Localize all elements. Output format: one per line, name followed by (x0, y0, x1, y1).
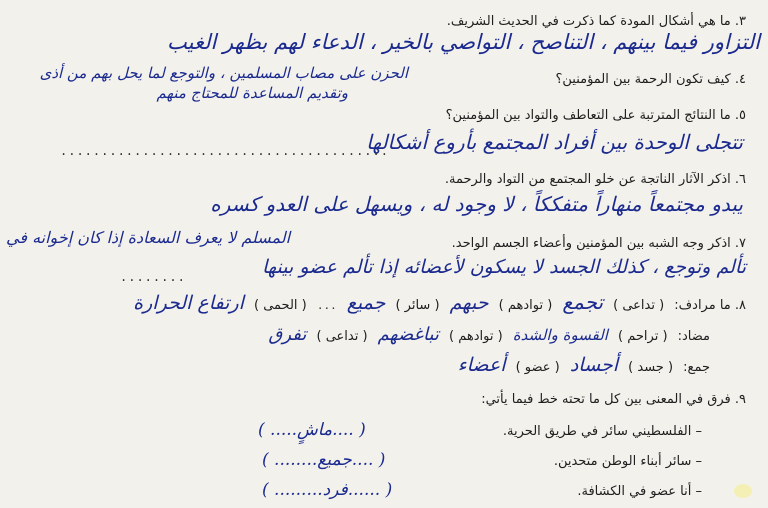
q9-question: ٩. فرق في المعنى بين كل ما تحته خط فيما يأتي: (481, 392, 746, 407)
q8-syn-b-word: ( توادهم ) (498, 298, 553, 313)
q3-answer: التزاور فيما بينهم ، التناصح ، التواصي بالخير ، الدعاء لهم بظهر الغيب (167, 30, 760, 54)
q8-pl-a-answer: أجساد (569, 354, 619, 376)
q8-ant-b-word: ( توادهم ) (449, 329, 503, 344)
q8-ant-c-word: ( تداعى ) (316, 329, 368, 344)
q7-question: ٧. اذكر وجه الشبه بين المؤمنين وأعضاء الجسم الواحد. (451, 236, 746, 251)
q9-item-1-sentence: – الفلسطيني سائر في طريق الحرية. (502, 424, 702, 439)
q9-item-2-sentence: – سائر أبناء الوطن متحدين. (553, 454, 702, 469)
q9-item-1-answer: ( ....ماشٍ..... ) (258, 420, 366, 440)
q8-antonym-row (263, 324, 710, 345)
q8-syn-d-word: ( الحمى ) (254, 298, 307, 313)
q8-prompt: ٨. ما مرادف: (674, 298, 746, 313)
q8-pl-b-answer: أعضاء (457, 354, 506, 376)
q8-synonym-row (128, 290, 746, 314)
q8-ant-b-answer: تباغضهم (377, 324, 439, 345)
q8-antonym-label: مضاد: (677, 329, 710, 344)
q9-item-3-sentence: – أنا عضو في الكشافة. (577, 484, 702, 499)
q4-answer-line1: الحزن على مصاب المسلمين ، والتوجع لما يحل بهم من أذى (39, 64, 408, 82)
q8-ant-a-answer: القسوة والشدة (512, 326, 608, 344)
q5-question: ٥. ما النتائج المترتبة على التعاطف والتواد بين المؤمنين؟ (445, 108, 746, 123)
q8-plural-label: جمع: (683, 360, 710, 375)
q8-pl-b-word: ( عضو ) (515, 360, 560, 375)
q7-answer-inline: المسلم لا يعرف السعادة إذا كان إخوانه في (6, 228, 291, 247)
q7-answer-line2: تألم وتوجع ، كذلك الجسد لا يسكون لأعضائه إذا تألم عضو بينها (262, 256, 746, 278)
q8-syn-c-dots: ... (316, 299, 337, 312)
q8-syn-a-word: ( تداعى ) (613, 298, 665, 313)
q8-ant-c-answer: تفرق (268, 324, 307, 345)
q4-question: ٤. كيف تكون الرحمة بين المؤمنين؟ (555, 72, 746, 87)
q5-answer: تتجلى الوحدة بين أفراد المجتمع بأروع أشكالها (366, 130, 743, 154)
q5-dots: ........................................ (60, 144, 389, 158)
q8-syn-c-word: ( سائر ) (395, 298, 440, 313)
q8-plural-row (453, 354, 710, 376)
q9-item-3-answer: ( ......فرد......... ) (262, 480, 393, 500)
q9-item-2-answer: ( ....جميع........ ) (262, 450, 386, 470)
q8-pl-a-word: ( جسد ) (628, 360, 674, 375)
q8-syn-b-answer: حبهم (449, 292, 489, 314)
q6-answer: يبدو مجتمعاً منهاراً متفككاً ، لا وجود له ، ويسهل على العدو كسره (210, 192, 743, 216)
q4-answer-line2: وتقديم المساعدة للمحتاج منهم (156, 84, 348, 102)
q8-ant-a-word: ( تراحم ) (618, 329, 668, 344)
q7-dots: ........ (120, 270, 186, 284)
q8-syn-d-answer: ارتفاع الحرارة (133, 292, 244, 314)
q3-question: ٣. ما هي أشكال المودة كما ذكرت في الحديث الشريف. (446, 14, 746, 29)
q6-question: ٦. اذكر الآثار الناتجة عن خلو المجتمع من التواد والرحمة. (444, 172, 746, 187)
highlight-mark (734, 484, 752, 498)
q8-syn-a-answer: تجمع (562, 290, 604, 314)
q8-syn-c-answer: جميع (346, 292, 386, 314)
